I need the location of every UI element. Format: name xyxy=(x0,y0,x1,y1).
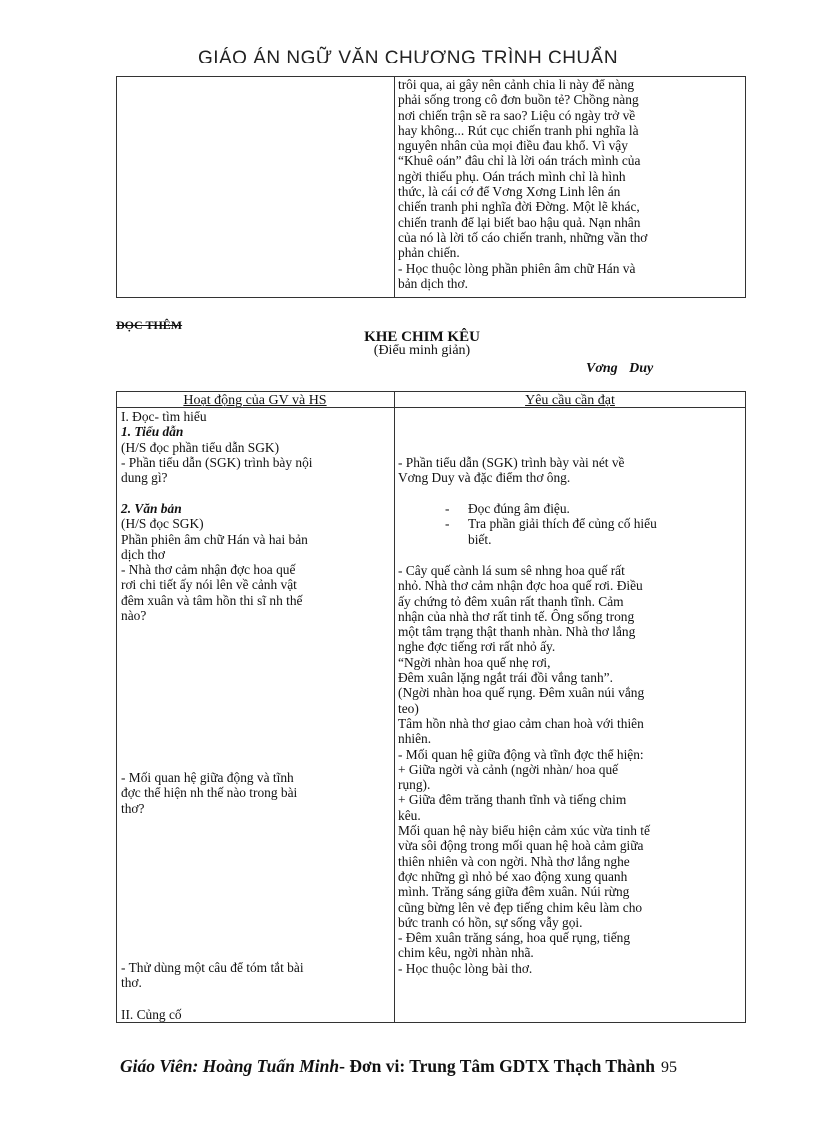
text-line: biết. xyxy=(468,531,492,547)
left-col-text xyxy=(121,501,389,623)
left-col-reading xyxy=(121,409,389,485)
text-line: - Thử dùng một câu để tóm tắt bài xyxy=(121,960,304,975)
lesson-table-divider xyxy=(394,391,395,1023)
text-line: chiến tranh phi nghĩa đời Đờng. Một lẽ khác, xyxy=(398,199,640,215)
answer-2-list xyxy=(398,501,740,547)
text-line: của nó là lời tố cáo chiến tranh, những vần thơ xyxy=(398,229,648,245)
list-item: - Tra phần giải thích để củng cố hiểu xyxy=(445,516,657,532)
continued-table-right-cell xyxy=(398,77,740,291)
text-line: rơi chi tiết ấy nói lên về cảnh vật xyxy=(121,577,297,593)
column-header-activities: Hoạt động của GV và HS xyxy=(183,393,327,408)
section-heading-cung-co xyxy=(121,1007,389,1022)
text-line: bản dịch thơ. xyxy=(398,275,468,291)
text-line: nhận của nhà thơ rất tinh tế. Ông sống trong xyxy=(398,608,635,624)
text-line: + Giữa ngời và cảnh (ngời nhàn/ hoa quế xyxy=(398,761,619,777)
text-line: kêu. xyxy=(398,807,421,823)
text-line: thiên nhiên và con ngời. Nhà thơ lắng nghe xyxy=(398,853,630,869)
question-4 xyxy=(121,960,389,991)
question-2 xyxy=(121,562,389,623)
text-line: “Khuê oán” đâu chỉ là lời oán trách mình của xyxy=(398,153,641,169)
text-line: một tâm trạng thật thanh nhàn. Nhà thơ lắng xyxy=(398,624,636,640)
section-heading-doc-tim-hieu: I. Đọc- tìm hiểu xyxy=(121,409,207,424)
text-line: (Ngời nhàn hoa quế rụng. Đêm xuân núi vắng xyxy=(398,685,645,701)
text-line: ngời thiếu phụ. Oán trách mình chỉ là hình xyxy=(398,168,626,184)
column-header-requirements: Yêu cầu cần đạt xyxy=(525,393,615,408)
text-line: Mối quan hệ này biểu hiện cảm xúc vừa tinh tế xyxy=(398,823,650,839)
continued-table-divider xyxy=(394,76,395,298)
text-line: Đêm xuân lặng ngắt trái đồi vắng tanh”. xyxy=(398,670,613,686)
text-line: Vơng Duy và đặc điểm thơ ông. xyxy=(398,470,571,486)
text-line: phản chiến. xyxy=(398,245,460,261)
footer-teacher: Giáo Viên: Hoàng Tuấn Minh xyxy=(120,1056,340,1076)
list-item xyxy=(398,532,740,547)
poem-author: Vơng Duy xyxy=(586,361,654,376)
text-line: ấy chứng tỏ đêm xuân rất thanh tĩnh. Cảm xyxy=(398,593,624,609)
text-line: thức, là cái cớ để Vơng Xơng Linh lên án xyxy=(398,184,621,200)
text-line: - Học thuộc lòng phần phiên âm chữ Hán và xyxy=(398,260,636,276)
text-line: hay không... Rút cục chiến tranh phi nghĩa là xyxy=(398,122,639,138)
text-line: - Nhà thơ cảm nhận đợc hoa quế xyxy=(121,562,296,578)
text-line: + Giữa đêm trăng thanh tĩnh và tiếng chim xyxy=(398,792,627,808)
text-line: Tra phần giải thích để củng cố hiểu xyxy=(468,516,657,532)
text-line: Tâm hồn nhà thơ giao cảm chan hoà với thiên xyxy=(398,715,644,731)
question-1 xyxy=(121,455,389,486)
running-header: GIÁO ÁN NGỮ VĂN CHƯƠNG TRÌNH CHUẨN xyxy=(197,48,619,63)
answer-3 xyxy=(398,563,740,976)
poem-title: KHE CHIM KÊU xyxy=(364,329,480,345)
text-line: nhỏ. Nhà thơ cảm nhận đợc hoa quế rơi. Điều xyxy=(398,578,643,594)
text-line: bức tranh có hồn, sự sống vẫy gọi. xyxy=(398,914,583,930)
text-line: Đọc đúng âm điệu. xyxy=(468,501,570,516)
answer-1 xyxy=(398,455,740,486)
text-line: nhiên. xyxy=(398,731,432,747)
text-line: chim kêu, ngời nhàn nhã. xyxy=(398,945,534,961)
text-line: nơi chiến trận sẽ ra sao? Liệu có ngày trở về xyxy=(398,107,636,123)
note: (H/S đọc phần tiểu dẫn SGK) xyxy=(121,439,280,455)
text-line: nghe đợc tiếng rơi rất nhỏ ấy. xyxy=(398,639,556,655)
text-line: thơ? xyxy=(121,800,145,816)
list-item: - Đọc đúng âm điệu. xyxy=(445,501,570,516)
text-line: vừa sôi động trong mối quan hệ hoà cảm giữa xyxy=(398,838,644,854)
text-line: Phần phiên âm chữ Hán và hai bản xyxy=(121,531,308,547)
text-line: dịch thơ xyxy=(121,546,165,562)
text-line: mình. Trăng sáng giữa đêm xuân. Núi rừng xyxy=(398,884,630,900)
text-line: rụng). xyxy=(398,777,431,793)
text-line: nguyên nhân của mọi điều đau khổ. Vì vậy xyxy=(398,138,628,154)
question-3 xyxy=(121,770,389,816)
page-footer xyxy=(120,1056,677,1077)
text-line: “Ngời nhàn hoa quế nhẹ rơi, xyxy=(398,654,551,670)
text-line: - Phần tiểu dẫn (SGK) trình bày nội xyxy=(121,454,313,470)
text-line: - Cây quế cành lá sum sê nhng hoa quế rất xyxy=(398,563,625,578)
poem-subtitle: (Điểu minh giản) xyxy=(373,343,471,358)
text-line: thơ. xyxy=(121,975,142,991)
text-line: phải sống trong cô đơn buồn tẻ? Chồng nàng xyxy=(398,92,639,108)
text-line: teo) xyxy=(398,700,419,716)
text-line: đợc những gì nhỏ bé xao động xung quanh xyxy=(398,868,628,884)
footer-unit: - Đơn vi: Trung Tâm GDTX Thạch Thành xyxy=(339,1056,656,1076)
text-line: - Phần tiểu dẫn (SGK) trình bày vài nét về xyxy=(398,455,625,470)
note: (H/S đọc SGK) xyxy=(121,516,204,532)
text-line: chiến tranh để lại biết bao hậu quả. Nạn nhân xyxy=(398,214,641,230)
text-line: - Đêm xuân trăng sáng, hoa quế rụng, tiếng xyxy=(398,930,631,946)
text-line: - Mối quan hệ giữa động và tĩnh xyxy=(121,770,294,785)
text-line: nào? xyxy=(121,608,147,624)
text-line: trôi qua, ai gây nên cảnh chia li này để nàng xyxy=(398,77,635,92)
text-line: - Học thuộc lòng bài thơ. xyxy=(398,960,533,976)
section-label-doc-them: ĐỌC THÊM xyxy=(116,318,183,332)
text-line: dung gì? xyxy=(121,470,168,486)
text-line: cũng bừng lên vẻ đẹp tiếng chim kêu làm cho xyxy=(398,899,643,915)
text-line: II. Củng cố xyxy=(121,1007,182,1022)
subheading-tieu-dan: 1. Tiểu dẫn xyxy=(121,424,184,440)
page-number: 95 xyxy=(661,1059,678,1076)
text-line: đêm xuân và tâm hồn thi sĩ nh thế xyxy=(121,592,303,608)
text-line: - Mối quan hệ giữa động và tĩnh đợc thể hiện: xyxy=(398,746,644,762)
text-line: đợc thể hiện nh thế nào trong bài xyxy=(121,785,298,801)
subheading-van-ban: 2. Văn bản xyxy=(121,501,182,516)
